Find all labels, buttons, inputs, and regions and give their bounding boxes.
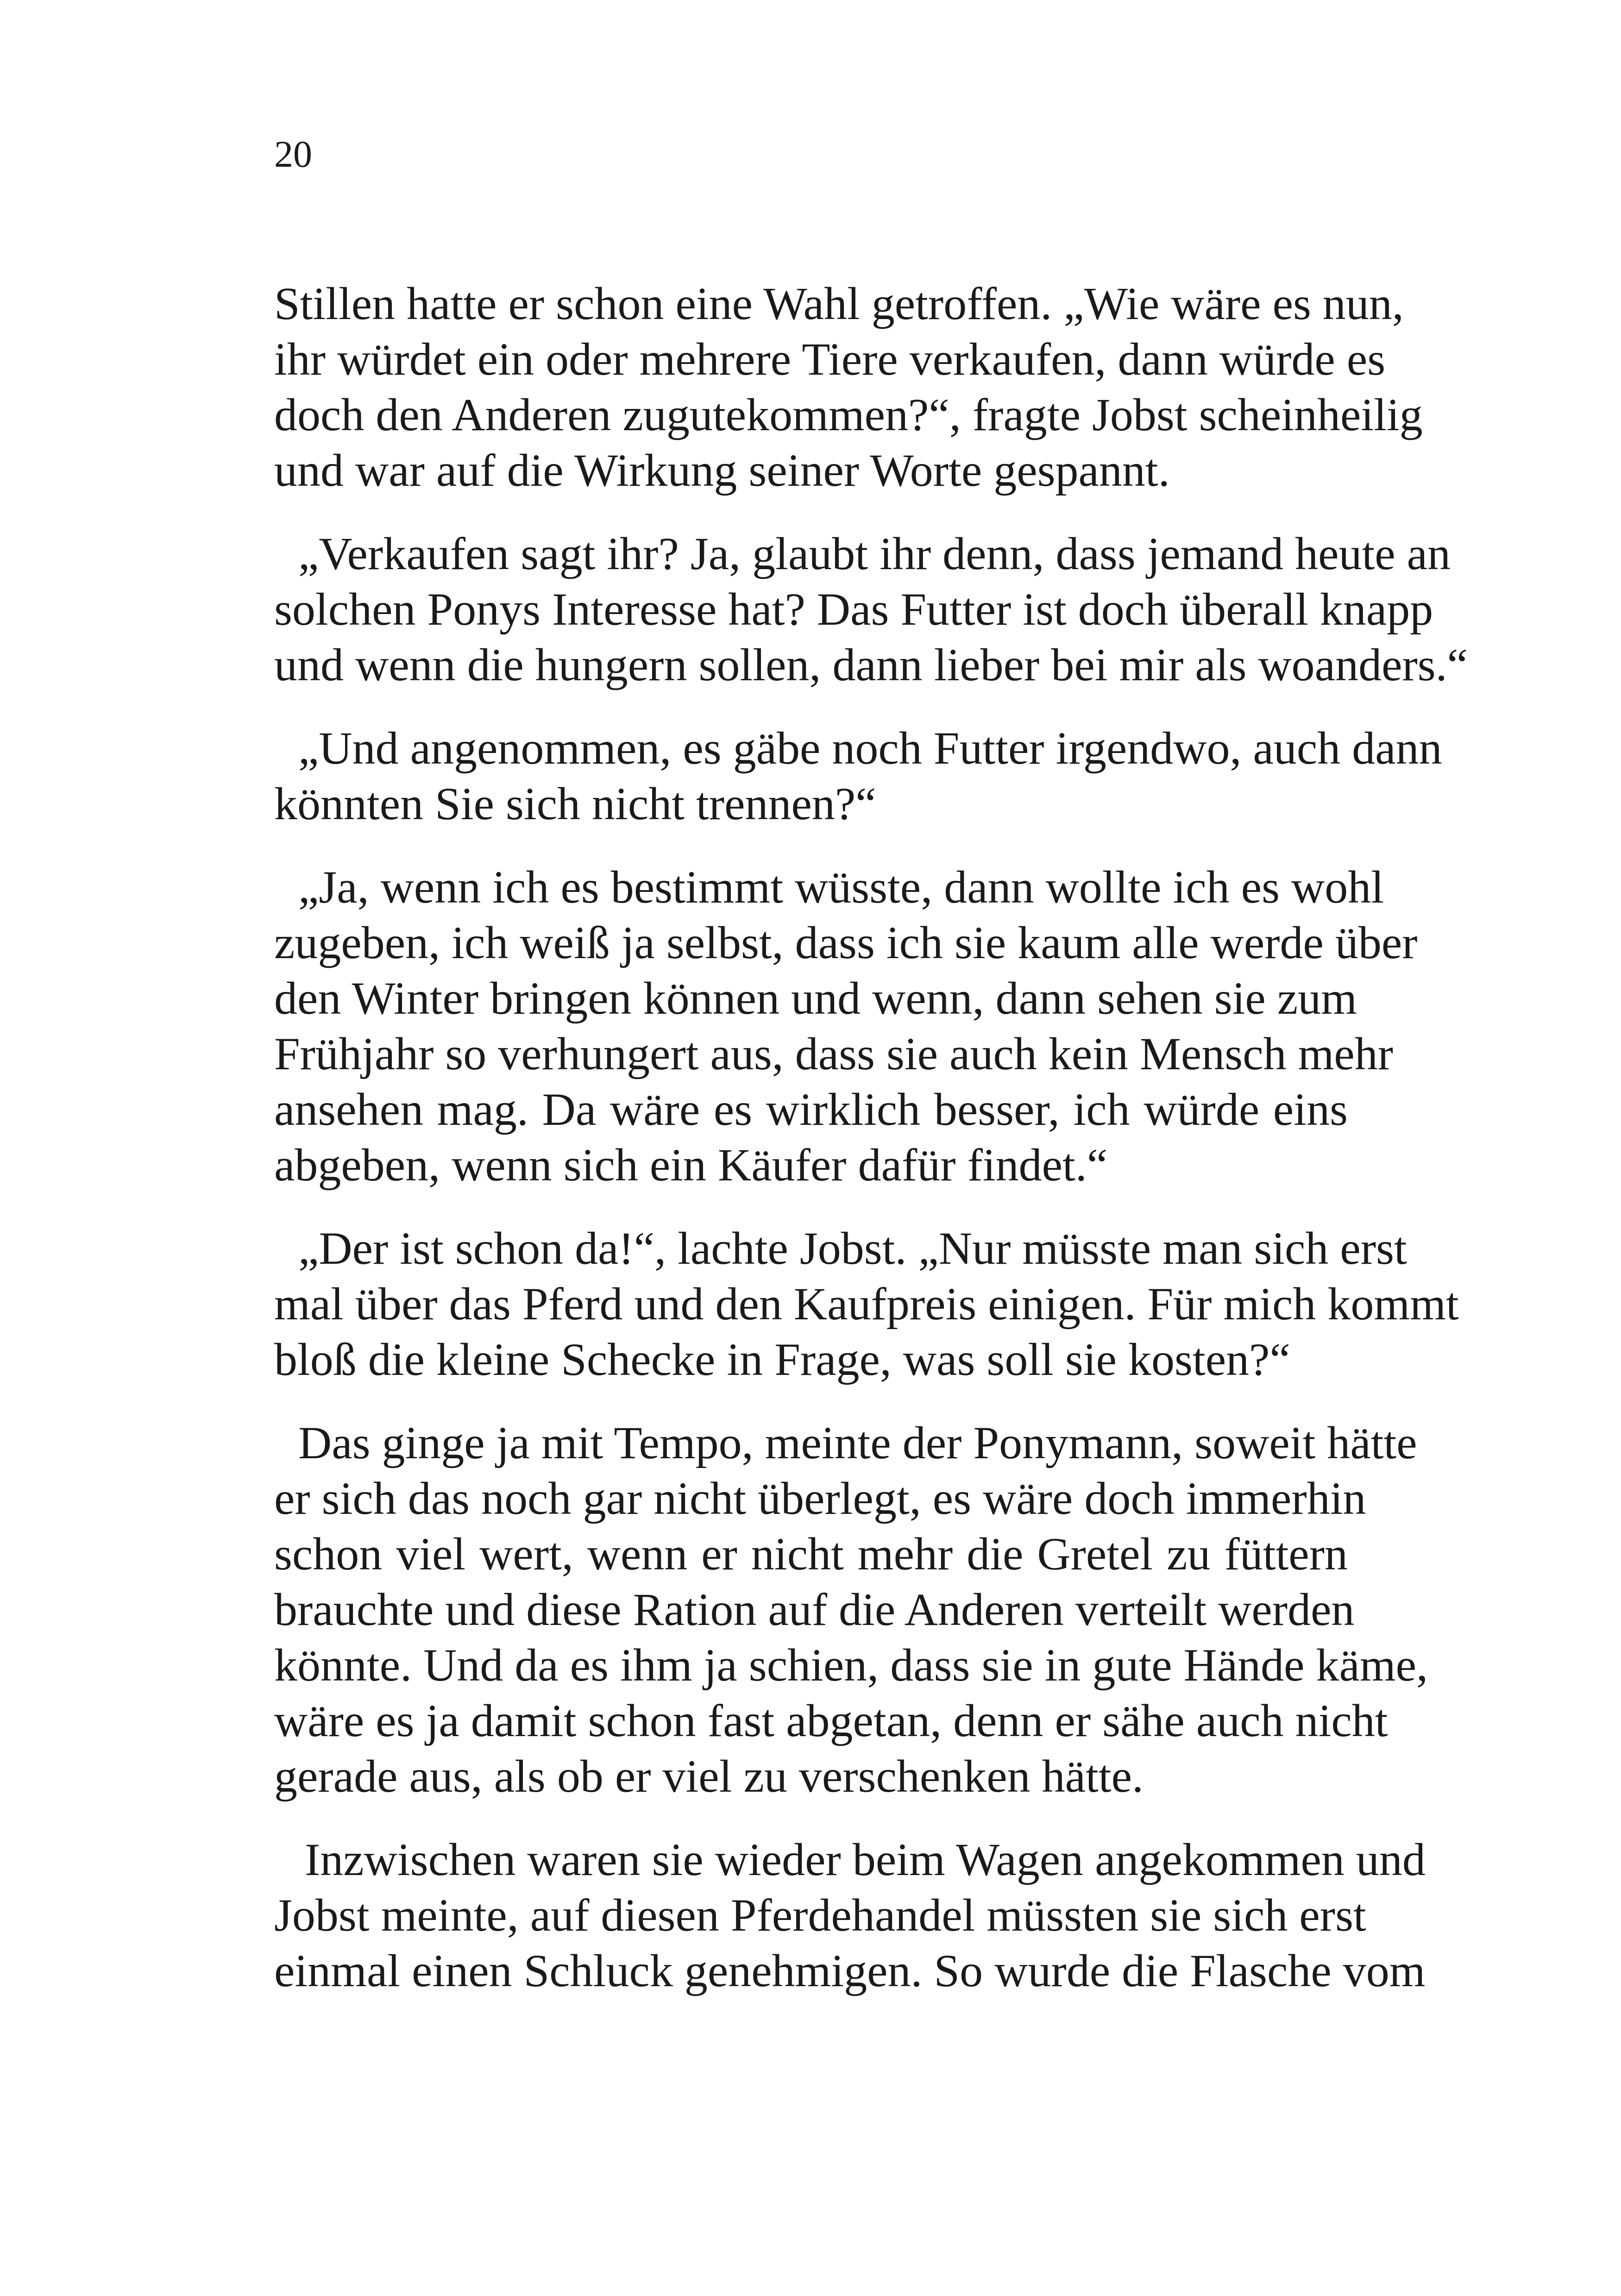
text-line: Jobst meinte, auf diesen Pferdehandel müssten sie sich erst xyxy=(274,1889,1366,1941)
paragraph-2 xyxy=(274,526,1468,693)
text-line: Das ginge ja mit Tempo, meinte der Ponymann, soweit hätte xyxy=(298,1417,1417,1468)
text-line: ihr würdet ein oder mehrere Tiere verkaufen, dann würde es xyxy=(274,333,1386,385)
paragraph-3 xyxy=(274,721,1442,832)
text-line: und wenn die hungern sollen, dann lieber bei mir als woanders.“ xyxy=(274,639,1468,690)
text-line: zugeben, ich weiß ja selbst, dass ich sie kaum alle werde über xyxy=(274,917,1418,968)
text-line: bloß die kleine Schecke in Frage, was soll sie kosten?“ xyxy=(274,1334,1290,1385)
text-line: brauchte und diese Ration auf die Anderen verteilt werden xyxy=(274,1584,1355,1635)
paragraph-5 xyxy=(274,1221,1459,1387)
text-line: könnten Sie sich nicht trennen?“ xyxy=(274,778,876,829)
text-line: wäre es ja damit schon fast abgetan, denn er sähe auch nicht xyxy=(274,1695,1388,1746)
text-line: einmal einen Schluck genehmigen. So wurde die Flasche vom xyxy=(274,1945,1426,1996)
text-line: solchen Ponys Interesse hat? Das Futter ist doch überall knapp xyxy=(274,583,1433,635)
text-line: Stillen hatte er schon eine Wahl getroffen. „Wie wäre es nun, xyxy=(274,278,1404,329)
text-line: den Winter bringen können und wenn, dann sehen sie zum xyxy=(274,972,1357,1024)
page-number: 20 xyxy=(274,133,312,175)
paragraph-1 xyxy=(274,276,1423,498)
text-line: „Ja, wenn ich es bestimmt wüsste, dann wollte ich es wohl xyxy=(298,861,1384,913)
text-line: Frühjahr so verhungert aus, dass sie auch kein Mensch mehr xyxy=(274,1028,1394,1079)
body-text xyxy=(274,276,1468,2026)
paragraph-6 xyxy=(274,1415,1428,1804)
text-line: er sich das noch gar nicht überlegt, es wäre doch immerhin xyxy=(274,1473,1366,1524)
text-line: „Verkaufen sagt ihr? Ja, glaubt ihr denn, dass jemand heute an xyxy=(298,528,1451,579)
text-line: „Der ist schon da!“, lachte Jobst. „Nur müsste man sich erst xyxy=(298,1223,1407,1274)
text-line: gerade aus, als ob er viel zu verschenken hätte. xyxy=(274,1750,1143,1802)
text-line: Inzwischen waren sie wieder beim Wagen angekommen und xyxy=(305,1834,1426,1885)
text-line: abgeben, wenn sich ein Käufer dafür findet.“ xyxy=(274,1139,1108,1191)
paragraph-4 xyxy=(274,859,1418,1193)
text-line: könnte. Und da es ihm ja schien, dass sie in gute Hände käme, xyxy=(274,1639,1428,1691)
text-line: schon viel wert, wenn er nicht mehr die Gretel zu füttern xyxy=(274,1528,1348,1580)
text-line: „Und angenommen, es gäbe noch Futter irgendwo, auch dann xyxy=(298,722,1442,774)
text-line: mal über das Pferd und den Kaufpreis einigen. Für mich kommt xyxy=(274,1278,1459,1330)
text-line: doch den Anderen zugutekommen?“, fragte Jobst scheinheilig xyxy=(274,389,1423,440)
paragraph-7 xyxy=(274,1832,1426,1999)
text-line: ansehen mag. Da wäre es wirklich besser, ich würde eins xyxy=(274,1084,1348,1135)
text-line: und war auf die Wirkung seiner Worte gespannt. xyxy=(274,445,1170,496)
